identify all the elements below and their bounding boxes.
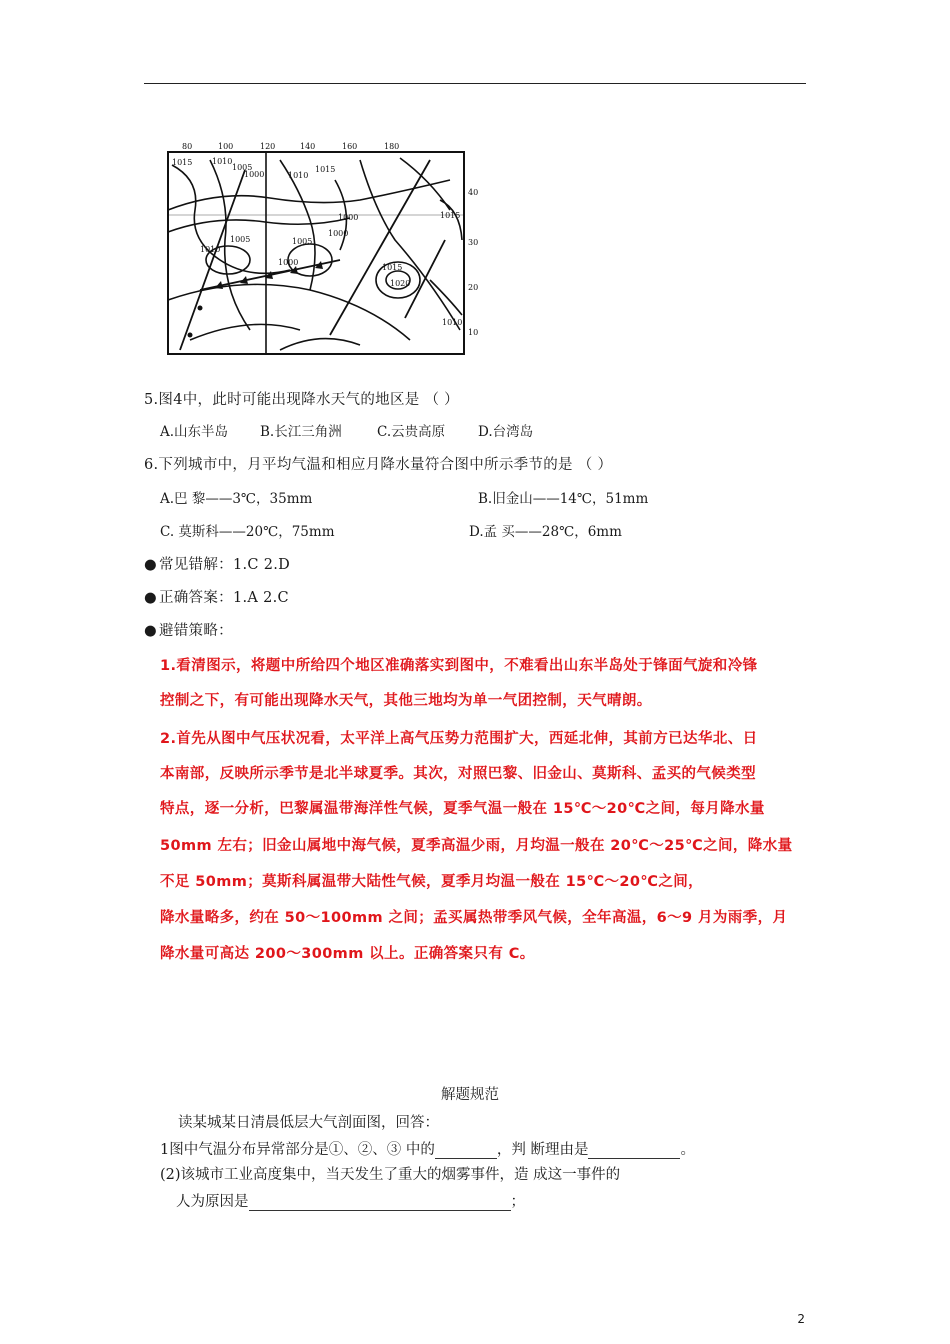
page-number: 2 [797,1312,805,1326]
strategy-line: 特点，逐一分析，巴黎属温带海洋性气候，夏季气温一般在 15℃～20℃之间，每月降水量 [160,801,765,817]
isobar-label: 1010 [288,171,309,180]
isobar-label: 1015 [382,263,403,272]
isobar-label: 1010 [200,245,221,254]
sub2-end: ； [510,1194,525,1210]
sub1-text-b: ，判 断理由是 [496,1142,589,1158]
q5-option-a: A.山东半岛 [160,424,229,440]
question-6-stem: 6.下列城市中，月平均气温和相应月降水量符合图中所示季节的是 （ ） [144,457,613,473]
isobar-label: 1010 [442,318,463,327]
q6-option-a: A.巴 黎——3℃，35mm [160,491,313,507]
answer-blank-2[interactable] [588,1144,680,1159]
isobar-label: 1000 [244,170,265,179]
weather-map-figure [160,140,480,360]
q6-option-d: D.孟 买——28℃，6mm [469,524,622,540]
answer-blank-1[interactable] [435,1144,497,1159]
isobar-label: 1005 [292,237,313,246]
lat-label: 30 [468,238,479,247]
common-error: ● 常见错解：1.C 2.D [144,553,290,574]
strategy-line: 50mm 左右；旧金山属地中海气候，夏季高温少雨，月均温一般在 20℃～25℃之间，降水量 [160,838,793,854]
q6-option-c: C. 莫斯科——20℃，75mm [160,524,335,540]
strategy-line: 不足 50mm；莫斯科属温带大陆性气候，夏季月均温一般在 15℃～20℃之间， [160,874,704,890]
strategy-line: 控制之下，有可能出现降水天气，其他三地均为单一气团控制，天气晴朗。 [160,693,652,709]
q6-option-b: B.旧金山——14℃，51mm [478,491,649,507]
strategy-line: 降水量可高达 200～300mm 以上。正确答案只有 C。 [160,946,535,962]
lon-label: 80 [182,142,193,151]
q5-option-c: C.云贵高原 [377,424,446,440]
lon-label: 140 [300,142,316,151]
answer-blank-3[interactable] [249,1196,511,1211]
sub1-text-a: 1图中气温分布异常部分是①、②、③ 中的 [160,1142,435,1158]
q5-option-d: D.台湾岛 [478,424,534,440]
strategy-line: 降水量略多，约在 50～100mm 之间；孟买属热带季风气候，全年高温，6～9 月为雨季，月 [160,910,788,926]
strategy-line: 2.首先从图中气压状况看，太平洋上高气压势力范围扩大，西延北伸，其前方已达华北、日 [160,731,758,747]
strategy-line: 1.看清图示，将题中所给四个地区准确落实到图中，不难看出山东半岛处于锋面气旋和冷锋 [160,658,758,674]
isobar-label: 1005 [232,163,253,172]
sub2-text: 人为原因是 [176,1194,249,1210]
sub1-text-c: 。 [680,1142,695,1158]
lon-label: 120 [260,142,276,151]
intro-text: 读某城某日清晨低层大气剖面图，回答： [178,1115,439,1131]
lat-label: 10 [468,328,479,337]
isobar-label: 1000 [278,258,299,267]
strategy-label: ● 避错策略： [144,619,233,640]
isobar-label: 1015 [440,211,461,220]
sub-question-2-line1: (2)该城市工业高度集中，当天发生了重大的烟雾事件，造 成这一事件的 [160,1167,621,1183]
isobar-label: 1010 [212,157,233,166]
isobar-label: 1020 [390,279,411,288]
section-title: 解题规范 [441,1087,499,1103]
correct-answer: ● 正确答案：1.A 2.C [144,586,289,607]
strategy-line: 本南部，反映所示季节是北半球夏季。其次，对照巴黎、旧金山、莫斯科、孟买的气候类型 [160,766,756,782]
isobar-label: 1005 [230,235,251,244]
isobar-label: 1000 [338,213,359,222]
header-rule [144,83,806,84]
question-5-stem: 5.图4中，此时可能出现降水天气的地区是 （ ） [144,392,459,408]
lat-label: 40 [468,188,479,197]
lon-label: 100 [218,142,234,151]
lat-label: 20 [468,283,479,292]
isobar-label: 1015 [315,165,336,174]
lon-label: 160 [342,142,358,151]
q5-option-b: B.长江三角洲 [260,424,342,440]
sub-question-2-line2 [176,1190,525,1211]
lon-label: 180 [384,142,400,151]
isobar-label: 1015 [172,158,193,167]
sub-question-1 [160,1138,695,1159]
isobar-label: 1000 [328,229,349,238]
